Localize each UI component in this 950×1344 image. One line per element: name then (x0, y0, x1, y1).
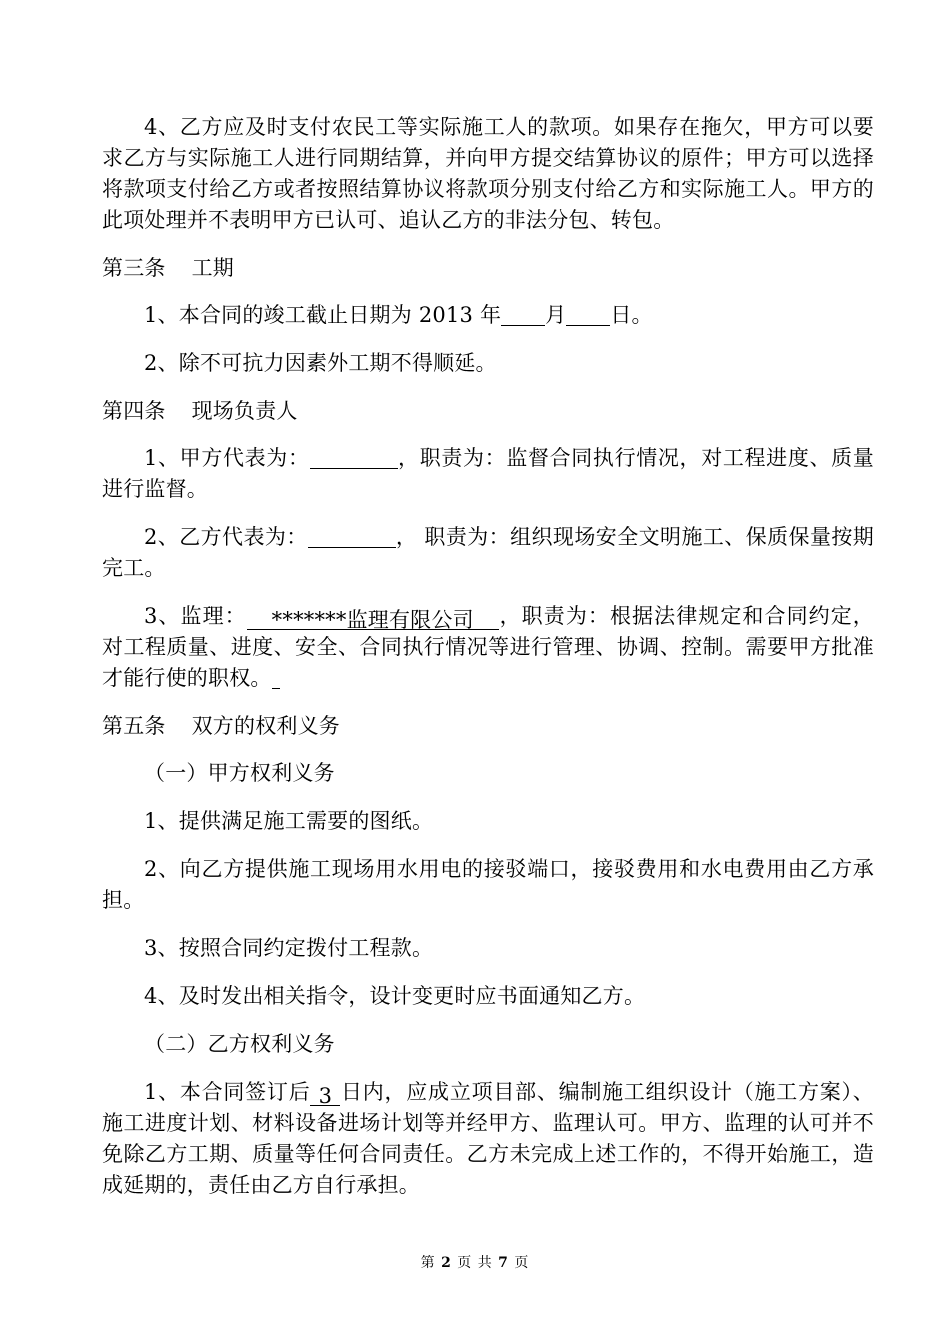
article-number: 第四条 (102, 399, 166, 423)
party-a-item1: 1、提供满足施工需要的图纸。 (144, 809, 434, 833)
text-segment: 日。 (610, 303, 653, 327)
footer-text: 页 (514, 1255, 530, 1271)
party-a-representative-blank (310, 444, 398, 469)
article-4-heading (102, 396, 874, 427)
section-party-b: （二）乙方权利义务 (144, 1032, 335, 1056)
paragraph-art3-item1 (102, 300, 874, 331)
document-page (102, 112, 874, 1218)
footer-text: 页 共 (457, 1255, 493, 1271)
text-segment: ， 职责为：组织现场安全文明施工、保质保量按期完工。 (102, 525, 874, 580)
article-5-heading (102, 711, 874, 742)
trailing-blank (272, 666, 280, 689)
text-segment: 月 (545, 303, 567, 327)
day-blank (566, 301, 610, 326)
text-segment: 1、甲方代表为： (144, 446, 310, 470)
total-page-number: 7 (498, 1255, 509, 1271)
paragraph-art3-item2: 2、除不可抗力因素外工期不得顺延。 (144, 351, 497, 375)
article-title: 工期 (191, 256, 235, 280)
paragraph-art4-item3 (102, 601, 874, 694)
text-segment: ，职责为：监督合同执行情况，对工程进度、质量进行监督。 (102, 446, 874, 501)
party-a-item2: 2、向乙方提供施工现场用水用电的接驳端口，接驳费用和水电费用由乙方承担。 (102, 857, 874, 912)
party-a-item3: 3、按照合同约定拨付工程款。 (144, 936, 434, 960)
party-b-representative-blank (308, 523, 396, 548)
section-party-a: （一）甲方权利义务 (144, 761, 335, 785)
paragraph-art4-item2 (102, 522, 874, 584)
text-segment: 3、监理： (144, 604, 247, 628)
text-segment: ，职责为：根据法律规定和合同约定，对工程质量、进度、安全、合同执行情况等进行管理、协调、控制。需要甲方批准才能行使的职权。 (102, 604, 874, 690)
article-title: 现场负责人 (191, 399, 298, 423)
text-segment: 2、乙方代表为： (144, 525, 308, 549)
article-number: 第五条 (102, 714, 166, 738)
article-3-heading (102, 253, 874, 284)
current-page-number: 2 (441, 1255, 452, 1271)
paragraph-art4-item1 (102, 443, 874, 505)
footer-text: 第 (420, 1255, 436, 1271)
article-title: 双方的权利义务 (191, 714, 341, 738)
text-segment: 1、本合同的竣工截止日期为 2013 年 (144, 303, 502, 327)
supervisor-company-field: *******监理有限公司 (247, 605, 499, 630)
article-number: 第三条 (102, 256, 166, 280)
page-footer (0, 1252, 950, 1272)
party-a-item4: 4、及时发出相关指令，设计变更时应书面通知乙方。 (144, 984, 646, 1008)
days-field: 3 (310, 1081, 340, 1106)
text-segment: 1、本合同签订后 (144, 1080, 311, 1104)
text-segment: 日内，应成立项目部、编制施工组织设计（施工方案）、施工进度计划、材料设备进场计划等并经甲方、监理认可。甲方、监理的认可并不免除乙方工期、质量等任何合同责任。乙方未完成上述工作的，不得开始施工，造成延期的，责任由乙方自行承担。 (102, 1080, 874, 1197)
month-blank (501, 301, 545, 326)
paragraph-art3-item4: 4、乙方应及时支付农民工等实际施工人的款项。如果存在拖欠，甲方可以要求乙方与实际施工人进行同期结算，并向甲方提交结算协议的原件；甲方可以选择将款项支付给乙方或者按照结算协议将款项分别支付给乙方和实际施工人。甲方的此项处理并不表明甲方已认可、追认乙方的非法分包、转包。 (102, 115, 874, 232)
party-b-item1 (102, 1077, 874, 1201)
